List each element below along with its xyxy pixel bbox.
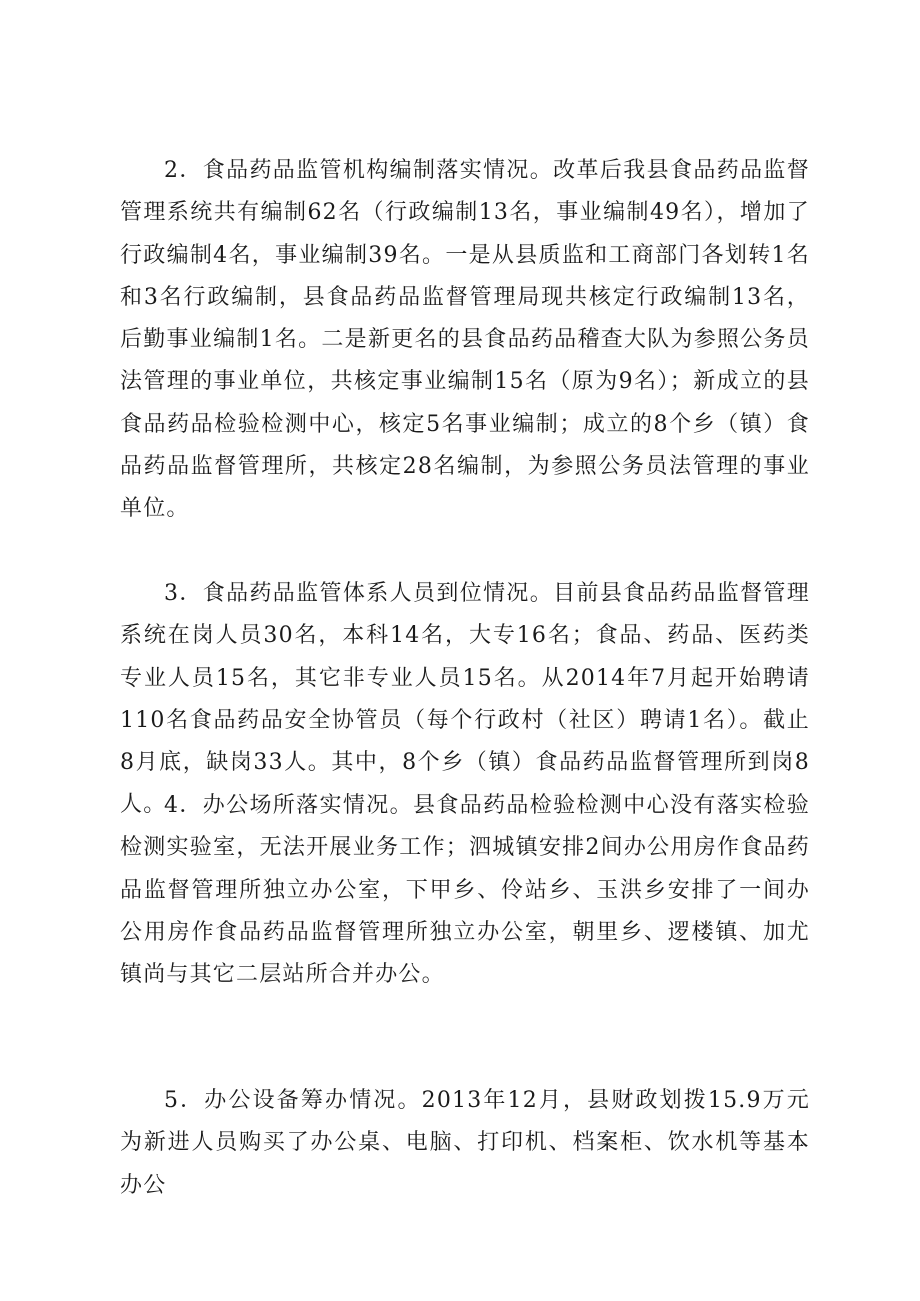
paragraph-personnel: 3．食品药品监管体系人员到位情况。目前县食品药品监督管理系统在岗人员30名，本科14名，大专16名；食品、药品、医药类专业人员15名，其它非专业人员15名。从2014年7月起开始聘请110名食品药品安全协管员（每个行政村（社区）聘请1名）。截止8月底，缺岗33人。其中，8个乡（镇）食品药品监督管理所到岗8人。 — [120, 581, 810, 818]
paragraph-office-equipment: 5．办公设备筹办情况。2013年12月，县财政划拨15.9万元为新进人员购买了办公桌、电脑、打印机、档案柜、饮水机等基本办公 — [120, 1088, 810, 1198]
paragraph-office-space: 4．办公场所落实情况。县食品药品检验检测中心没有落实检验检测实验室，无法开展业务工作；泗城镇安排2间办公用房作食品药品监督管理所独立办公室，下甲乡、伶站乡、玉洪乡安排了一间办公用房作食品药品监督管理所独立办公室，朝里乡、逻楼镇、加尤镇尚与其它二层站所合并办公。 — [120, 793, 810, 988]
paragraph-staffing-quota: 2．食品药品监管机构编制落实情况。改革后我县食品药品监督管理系统共有编制62名（行政编制13名，事业编制49名），增加了行政编制4名，事业编制39名。一是从县质监和工商部门各划转1名和3名行政编制，县食品药品监督管理局现共核定行政编制13名，后勤事业编制1名。二是新更名的县食品药品稽查大队为参照公务员法管理的事业单位，共核定事业编制15名（原为9名）；新成立的县食品药品检验检测中心，核定5名事业编制；成立的8个乡（镇）食品药品监督管理所，共核定28名编制，为参照公务员法管理的事业单位。 — [120, 158, 810, 522]
